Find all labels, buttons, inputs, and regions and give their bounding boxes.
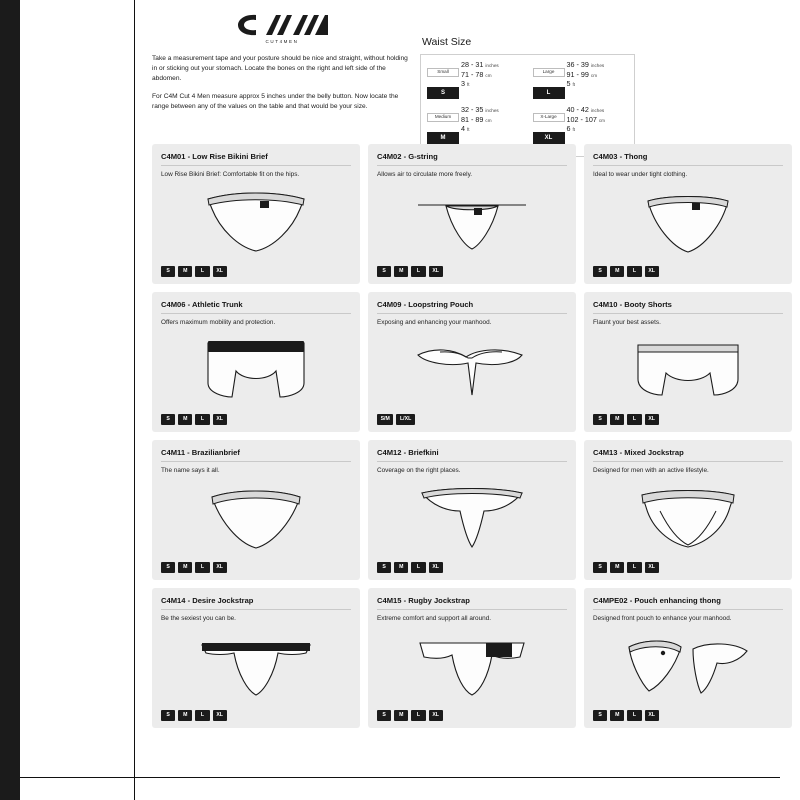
size-badge[interactable]: M: [394, 266, 408, 277]
size-badge[interactable]: S: [161, 710, 175, 721]
size-badge[interactable]: M: [610, 562, 624, 573]
product-size-list: [593, 710, 659, 721]
unit-cm: cm: [485, 72, 492, 78]
product-illustration-booty-shorts-icon: [584, 336, 792, 404]
waist-size-panel: [420, 36, 635, 157]
size-name-chip: X-Large: [533, 113, 565, 123]
card-divider: [377, 313, 567, 314]
product-card[interactable]: [584, 292, 792, 432]
product-illustration-jockstrap-icon: [584, 484, 792, 552]
unit-ft: ft: [467, 127, 470, 133]
product-size-list: [593, 266, 659, 277]
waist-ft: 3: [461, 79, 465, 89]
product-size-list: [377, 710, 443, 721]
size-badge[interactable]: M: [178, 414, 192, 425]
product-card[interactable]: [152, 588, 360, 728]
waist-cm: 71 - 78: [461, 69, 484, 79]
unit-ft: ft: [572, 127, 576, 133]
waist-row-values: [461, 105, 499, 134]
product-card[interactable]: [584, 440, 792, 580]
product-illustration-g-string-icon: [368, 188, 576, 256]
size-badge[interactable]: S: [161, 414, 175, 425]
waist-ft: 4: [461, 124, 465, 134]
card-divider: [161, 461, 351, 462]
size-badge[interactable]: M: [610, 710, 624, 721]
waist-row: [533, 60, 629, 99]
size-badge[interactable]: XL: [429, 562, 443, 573]
size-name-chip: Medium: [427, 113, 459, 123]
waist-cm: 102 - 107: [566, 114, 597, 124]
unit-ft: ft: [467, 82, 470, 88]
waist-ft: 5: [566, 79, 571, 89]
product-title: C4M14 - Desire Jockstrap: [161, 596, 254, 605]
product-title: C4M13 - Mixed Jockstrap: [593, 448, 684, 457]
product-illustration-pouch-thong-icon: [584, 632, 792, 700]
card-divider: [593, 609, 783, 610]
product-card[interactable]: [368, 588, 576, 728]
size-code-chip: L: [533, 87, 565, 99]
product-description: Offers maximum mobility and protection.: [161, 319, 276, 326]
header: [152, 12, 412, 119]
product-title: C4M02 - G-string: [377, 152, 438, 161]
card-divider: [377, 165, 567, 166]
waist-inches: 28 - 31: [461, 60, 484, 69]
product-size-list: [593, 414, 659, 425]
size-badge[interactable]: L: [195, 562, 209, 573]
size-badge[interactable]: S: [593, 414, 607, 425]
product-size-list: [161, 562, 227, 573]
size-badge[interactable]: XL: [645, 266, 659, 277]
size-badge[interactable]: L: [195, 710, 209, 721]
intro-paragraph-1: Take a measurement tape and your posture should be nice and straight, without holding in or sticking out your stomach. Locate the bones on the right and left side of the abdomen.: [152, 55, 408, 83]
product-title: C4M11 - Brazilianbrief: [161, 448, 240, 457]
size-badge[interactable]: S: [593, 710, 607, 721]
product-title: C4M15 - Rugby Jockstrap: [377, 596, 470, 605]
size-badge[interactable]: L: [627, 266, 641, 277]
waist-row-values: [567, 60, 605, 89]
size-badge[interactable]: L: [195, 414, 209, 425]
size-badge[interactable]: XL: [213, 414, 227, 425]
product-illustration-rugby-jockstrap-icon: [368, 632, 576, 700]
card-divider: [161, 313, 351, 314]
product-size-list: [161, 414, 227, 425]
product-title: C4M09 - Loopstring Pouch: [377, 300, 474, 309]
product-size-list: [161, 266, 227, 277]
product-card[interactable]: [152, 440, 360, 580]
product-card[interactable]: [368, 440, 576, 580]
product-description: Ideal to wear under tight clothing.: [593, 171, 688, 178]
waist-inches: 40 - 42: [566, 105, 589, 114]
left-vertical-rule: [134, 0, 135, 800]
waist-row-values: [567, 105, 606, 134]
product-illustration-briefkini-icon: [368, 484, 576, 552]
waist-row-labels: [427, 60, 461, 99]
size-name-chip: Large: [533, 68, 565, 78]
product-illustration-trunk-icon: [152, 336, 360, 404]
size-badge[interactable]: S: [593, 562, 607, 573]
product-size-list: [377, 562, 443, 573]
c4m-logo-icon: [236, 12, 328, 38]
card-divider: [161, 609, 351, 610]
unit-cm: cm: [590, 72, 598, 78]
product-title: C4M10 - Booty Shorts: [593, 300, 672, 309]
size-badge[interactable]: XL: [213, 710, 227, 721]
size-badge[interactable]: XL: [213, 266, 227, 277]
waist-size-title: Waist Size: [422, 36, 472, 48]
card-divider: [593, 461, 783, 462]
size-code-chip: S: [427, 87, 459, 99]
size-badge[interactable]: S: [593, 266, 607, 277]
product-description: Low Rise Bikini Brief: Comfortable fit on the hips.: [161, 171, 300, 178]
waist-row: [533, 105, 629, 144]
size-badge[interactable]: M: [610, 414, 624, 425]
product-illustration-bikini-brief-icon: [152, 188, 360, 256]
waist-cm: 91 - 99: [566, 69, 589, 79]
product-title: C4M03 - Thong: [593, 152, 648, 161]
product-size-list: [161, 710, 227, 721]
size-badge[interactable]: M: [178, 710, 192, 721]
size-badge[interactable]: L/XL: [396, 414, 414, 425]
size-badge[interactable]: XL: [429, 710, 443, 721]
size-badge[interactable]: XL: [645, 562, 659, 573]
size-badge[interactable]: S: [377, 562, 391, 573]
bottom-horizontal-rule: [20, 777, 780, 778]
waist-cm: 81 - 89: [461, 114, 484, 124]
product-illustration-thong-icon: [584, 188, 792, 256]
size-badge[interactable]: M: [178, 562, 192, 573]
waist-inches: 36 - 39: [566, 60, 589, 69]
card-divider: [377, 609, 567, 610]
unit-inches: inches: [590, 108, 605, 113]
product-card[interactable]: [368, 292, 576, 432]
product-card[interactable]: [152, 144, 360, 284]
size-badge[interactable]: L: [627, 414, 641, 425]
product-description: Be the sexiest you can be.: [161, 615, 236, 622]
size-badge[interactable]: L: [627, 562, 641, 573]
product-card[interactable]: [368, 144, 576, 284]
product-card[interactable]: [584, 588, 792, 728]
product-illustration-brazilian-icon: [152, 484, 360, 552]
waist-row-labels: [427, 105, 461, 144]
waist-row-labels: [533, 60, 567, 99]
size-badge[interactable]: M: [394, 710, 408, 721]
card-divider: [161, 165, 351, 166]
product-illustration-desire-jockstrap-icon: [152, 632, 360, 700]
waist-row-labels: [533, 105, 567, 144]
size-badge[interactable]: L: [411, 562, 425, 573]
product-title: C4M01 - Low Rise Bikini Brief: [161, 152, 268, 161]
product-title: C4MPE02 - Pouch enhancing thong: [593, 596, 721, 605]
product-size-list: [377, 414, 415, 425]
card-divider: [593, 313, 783, 314]
waist-inches: 32 - 35: [461, 105, 484, 114]
left-black-bar: [0, 0, 20, 800]
size-badge[interactable]: M: [610, 266, 624, 277]
product-title: C4M06 - Athletic Trunk: [161, 300, 243, 309]
size-badge[interactable]: S: [377, 266, 391, 277]
size-badge[interactable]: S: [161, 266, 175, 277]
brand-tagline: CUT4MEN: [265, 39, 299, 44]
size-code-chip: XL: [533, 132, 565, 144]
brand-logo: [152, 12, 412, 44]
intro-paragraph-2: For C4M Cut 4 Men measure approx 5 inches under the belly button. Now locate the range between any of the values on the table and that would be your size.: [152, 92, 399, 110]
unit-inches: inches: [485, 63, 499, 68]
product-size-list: [593, 562, 659, 573]
product-card[interactable]: [152, 292, 360, 432]
waist-row: [427, 60, 523, 99]
size-badge[interactable]: S/M: [377, 414, 393, 425]
unit-ft: ft: [572, 82, 576, 88]
product-grid: [152, 144, 792, 728]
size-badge[interactable]: M: [394, 562, 408, 573]
product-description: Designed front pouch to enhance your manhood.: [593, 615, 732, 622]
product-illustration-loopstring-icon: [368, 336, 576, 404]
product-description: Extreme comfort and support all around.: [377, 615, 492, 622]
product-description: Exposing and enhancing your manhood.: [377, 319, 492, 326]
size-badge[interactable]: XL: [213, 562, 227, 573]
unit-cm: cm: [598, 117, 605, 123]
size-badge[interactable]: L: [627, 710, 641, 721]
card-divider: [377, 461, 567, 462]
product-description: Designed for men with an active lifestyle.: [593, 467, 709, 474]
unit-cm: cm: [485, 117, 492, 123]
product-title: C4M12 - Briefkini: [377, 448, 439, 457]
waist-column-right: [533, 60, 629, 150]
product-size-list: [377, 266, 443, 277]
waist-ft: 6: [566, 124, 571, 134]
unit-inches: inches: [485, 108, 499, 113]
card-divider: [593, 165, 783, 166]
size-badge[interactable]: XL: [429, 266, 443, 277]
size-badge[interactable]: S: [377, 710, 391, 721]
size-badge[interactable]: M: [178, 266, 192, 277]
size-badge[interactable]: L: [411, 266, 425, 277]
product-card[interactable]: [584, 144, 792, 284]
size-badge[interactable]: L: [411, 710, 425, 721]
product-description: Flaunt your best assets.: [593, 319, 661, 326]
size-badge[interactable]: XL: [645, 414, 659, 425]
unit-inches: inches: [590, 63, 605, 68]
waist-row: [427, 105, 523, 144]
size-badge[interactable]: XL: [645, 710, 659, 721]
waist-row-values: [461, 60, 499, 89]
size-badge[interactable]: L: [195, 266, 209, 277]
product-description: The name says it all.: [161, 467, 220, 474]
product-description: Coverage on the right places.: [377, 467, 461, 474]
size-name-chip: Small: [427, 68, 459, 78]
waist-size-table: [420, 54, 635, 157]
size-badge[interactable]: S: [161, 562, 175, 573]
size-code-chip: M: [427, 132, 459, 144]
product-description: Allows air to circulate more freely.: [377, 171, 473, 178]
waist-column-left: [427, 60, 523, 150]
